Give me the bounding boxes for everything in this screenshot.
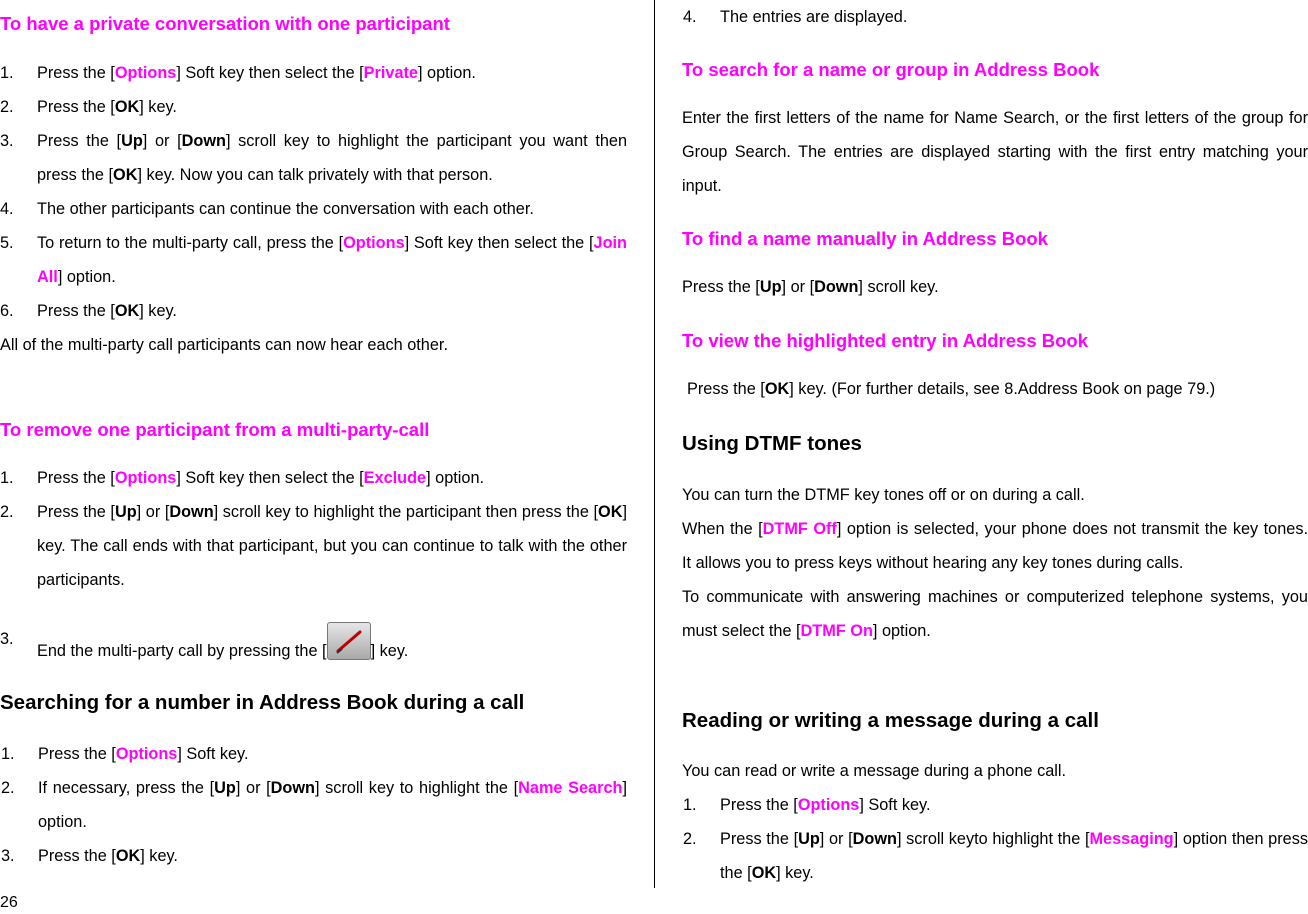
- section-title-private-conversation: To have a private conversation with one participant: [0, 13, 450, 34]
- paragraph: You can turn the DTMF key tones off or on during a call.: [682, 486, 1085, 504]
- list-item: 3. End the multi-party call by pressing the [ ] key.: [0, 622, 627, 668]
- list-item: 6. Press the [OK] key.: [0, 302, 177, 320]
- section-title-dtmf-tones: Using DTMF tones: [682, 432, 862, 455]
- list-item: 5. To return to the multi-party call, press the [Options] Soft key then select the [Join All] option.: [0, 234, 628, 286]
- address-book-search-steps: [0, 737, 627, 873]
- section-title-view-highlighted-entry: To view the highlighted entry in Address Book: [682, 330, 1089, 351]
- private-conversation-steps: [0, 56, 627, 362]
- column-divider: [654, 0, 655, 888]
- section-title-search-name-group: To search for a name or group in Address Book: [682, 59, 1100, 80]
- list-item: 1. Press the [Options] Soft key then select the [Exclude] option.: [0, 469, 485, 487]
- remove-participant-steps: [0, 461, 627, 597]
- paragraph: Enter the first letters of the name for Name Search, or the first letters of the group for Group Search. The entries are displayed starting with the first entry matching your input.: [682, 109, 1308, 195]
- dtmf-section-body: [682, 478, 1308, 648]
- section-title-remove-participant: To remove one participant from a multi-party-call: [0, 419, 430, 440]
- list-item: 2. Press the [Up] or [Down] scroll key to highlight the participant then press the [OK] key. The call ends with that participant, but you can continue to talk with the other participants.: [0, 503, 627, 589]
- list-item: 4. The entries are displayed.: [683, 8, 908, 26]
- list-item: 3. Press the [OK] key.: [1, 847, 178, 865]
- list-item: 1. Press the [Options] Soft key then select the [Private] option.: [0, 64, 476, 82]
- list-item: 2. If necessary, press the [Up] or [Down] scroll key to highlight the [Name Search] option.: [1, 779, 627, 831]
- message-section-body: [682, 754, 1308, 890]
- list-item: 3. Press the [Up] or [Down] scroll key to highlight the participant you want then press the [OK] key. Now you can talk privately with that person.: [0, 132, 628, 184]
- paragraph: When the [DTMF Off] option is selected, your phone does not transmit the key tones. It allows you to press keys without hearing any key tones during calls.: [682, 520, 1308, 572]
- section-title-address-book-search: Searching for a number in Address Book during a call: [0, 691, 525, 714]
- list-item: 1. Press the [Options] Soft key.: [1, 745, 249, 763]
- section-title-message-during-call: Reading or writing a message during a call: [682, 709, 1099, 732]
- section-title-find-name-manually: To find a name manually in Address Book: [682, 228, 1048, 249]
- list-item: 2. Press the [Up] or [Down] scroll keyto highlight the [Messaging] option then press the [OK] key.: [683, 830, 1308, 882]
- end-call-key-icon: [327, 622, 371, 660]
- paragraph: All of the multi-party call participants can now hear each other.: [0, 336, 448, 354]
- paragraph: You can read or write a message during a phone call.: [682, 762, 1067, 780]
- paragraph: To communicate with answering machines or computerized telephone systems, you must select the [DTMF On] option.: [682, 588, 1308, 640]
- list-item: 4. The other participants can continue the conversation with each other.: [0, 200, 534, 218]
- paragraph: Press the [Up] or [Down] scroll key.: [682, 278, 939, 296]
- list-item: 2. Press the [OK] key.: [0, 98, 177, 116]
- paragraph: Press the [OK] key. (For further details, see 8.Address Book on page 79.): [687, 380, 1216, 398]
- list-item: 1. Press the [Options] Soft key.: [683, 796, 931, 814]
- page-number: 26: [0, 894, 18, 911]
